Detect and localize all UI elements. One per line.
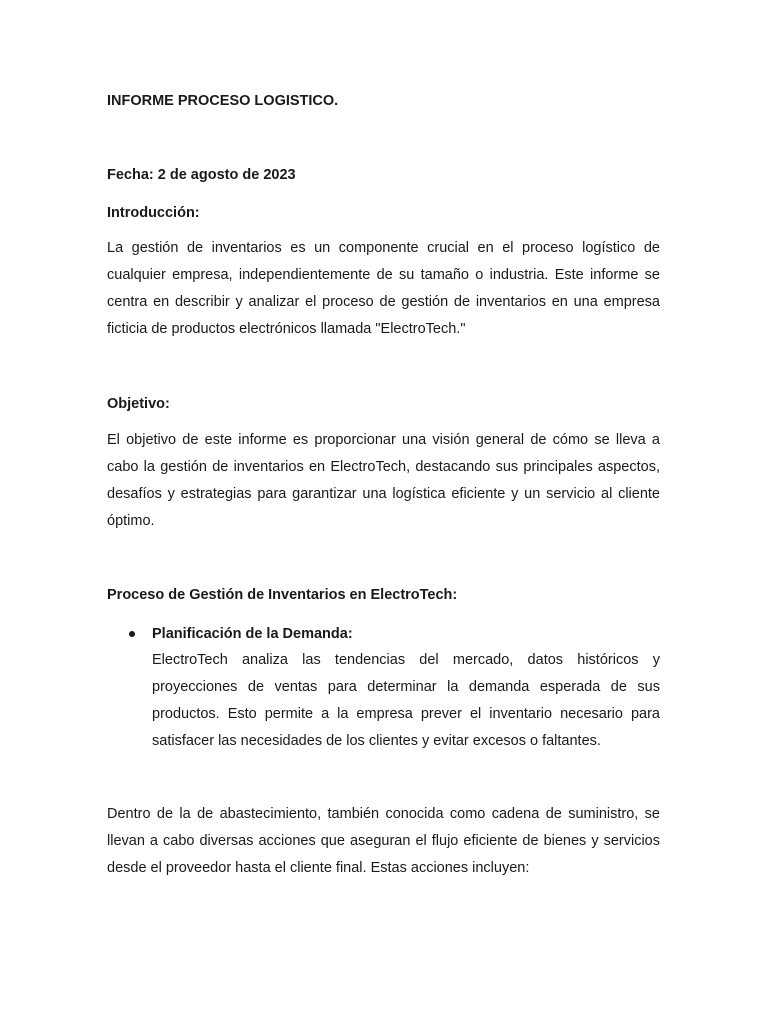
document-date: Fecha: 2 de agosto de 2023: [107, 167, 296, 183]
document-title-block: [107, 91, 660, 111]
document-title: INFORME PROCESO LOGISTICO.: [107, 93, 339, 109]
closing-paragraph-block: [107, 801, 660, 882]
date-block: [107, 165, 660, 185]
intro-heading-block: [107, 203, 660, 223]
bullet-text: ElectroTech analiza las tendencias del mercado, datos históricos y proyecciones de ventas para determinar la demanda esperada de sus productos. Esto permite a la empresa prever el inventario necesario para satisfacer las necesidades de los clientes y evitar excesos o faltantes.: [152, 652, 660, 749]
process-heading-block: [107, 585, 660, 605]
bullet-body: [152, 624, 660, 755]
intro-paragraph-block: [107, 235, 660, 343]
objective-heading: Objetivo:: [107, 396, 170, 412]
closing-paragraph: Dentro de la de abastecimiento, también conocida como cadena de suministro, se llevan a cabo diversas acciones que aseguran el flujo eficiente de bienes y servicios desde el proveedor hasta el cliente final. Estas acciones incluyen:: [107, 806, 660, 876]
intro-heading: Introducción:: [107, 205, 200, 221]
objective-paragraph-block: [107, 427, 660, 535]
objective-paragraph: El objetivo de este informe es proporcionar una visión general de cómo se lleva a cabo la gestión de inventarios en ElectroTech, destacando sus principales aspectos, desafíos y estrategias para garantizar una logística eficiente y un servicio al cliente óptimo.: [107, 432, 660, 529]
bullet-dot-icon: [129, 631, 135, 637]
process-heading: Proceso de Gestión de Inventarios en ElectroTech:: [107, 587, 458, 603]
bullet-title: Planificación de la Demanda:: [152, 626, 353, 642]
objective-heading-block: [107, 394, 660, 414]
intro-paragraph: La gestión de inventarios es un componente crucial en el proceso logístico de cualquier empresa, independientemente de su tamaño o industria. Este informe se centra en describir y analizar el proceso de gestión de inventarios en una empresa ficticia de productos electrónicos llamada "ElectroTech.": [107, 240, 660, 337]
